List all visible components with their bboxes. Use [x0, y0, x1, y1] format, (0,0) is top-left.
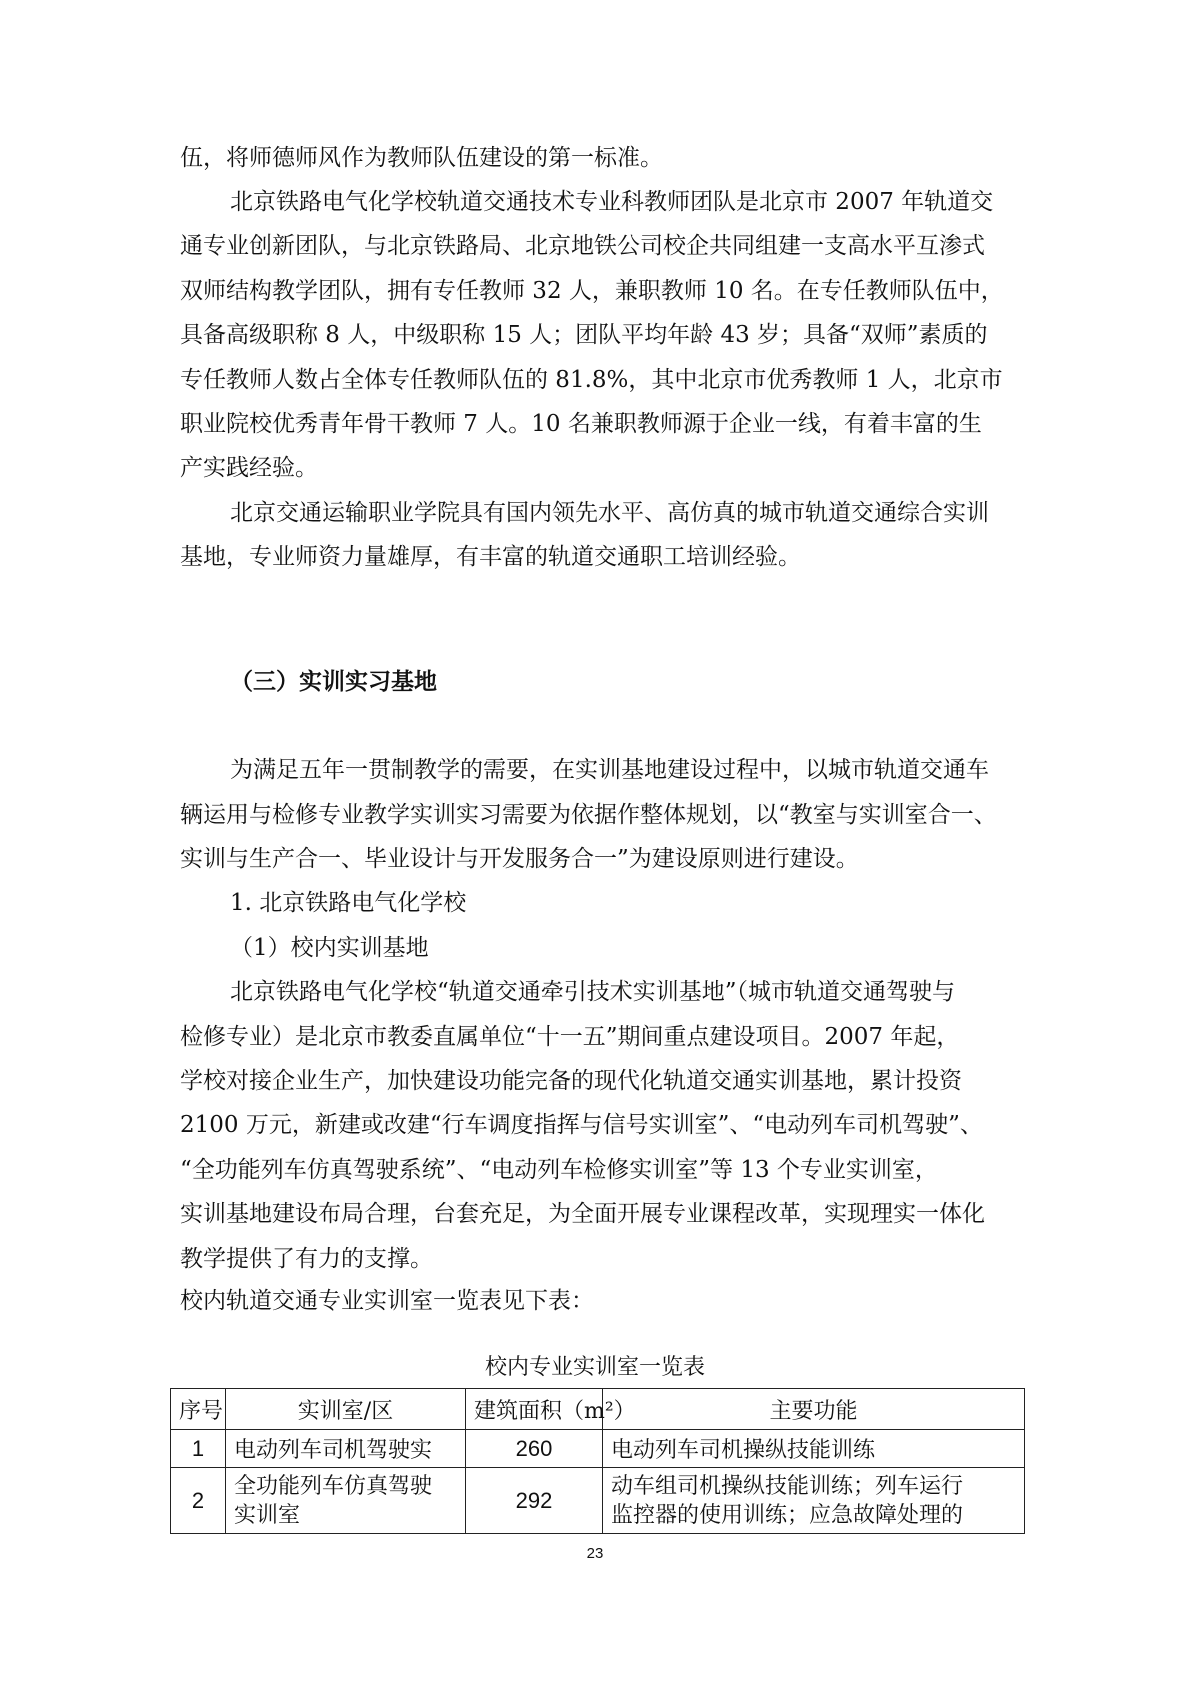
- list-item-subheading: （1）校内实训基地: [230, 935, 429, 961]
- paragraph-line: 实训基地建设布局合理，台套充足，为全面开展专业课程改革，实现理实一体化: [180, 1201, 985, 1227]
- cell-room-line: 实训室: [234, 1502, 301, 1528]
- paragraph-line: 具备高级职称 8 人，中级职称 15 人；团队平均年龄 43 岁；具备“双师”素质的: [180, 322, 988, 348]
- cell-area: 260: [466, 1430, 603, 1468]
- paragraph-line: 为满足五年一贯制教学的需要，在实训基地建设过程中，以城市轨道交通车: [230, 757, 989, 783]
- header-room: 实训室/区: [226, 1389, 466, 1430]
- paragraph-line: 北京铁路电气化学校轨道交通技术专业科教师团队是北京市 2007 年轨道交: [230, 189, 994, 215]
- paragraph-line: 实训与生产合一、毕业设计与开发服务合一”为建设原则进行建设。: [180, 846, 859, 872]
- table-header-row: [171, 1389, 1025, 1430]
- paragraph-line: 北京交通运输职业学院具有国内领先水平、高仿真的城市轨道交通综合实训: [230, 500, 989, 526]
- cell-index: 1: [171, 1430, 226, 1468]
- paragraph-line: 专任教师人数占全体专任教师队伍的 81.8%，其中北京市优秀教师 1 人，北京市: [180, 367, 1003, 393]
- cell-room: 电动列车司机驾驶实: [226, 1430, 466, 1468]
- paragraph-line: 伍，将师德师风作为教师队伍建设的第一标准。: [180, 145, 663, 171]
- paragraph-line: 检修专业）是北京市教委直属单位“十一五”期间重点建设项目。2007 年起，: [180, 1024, 960, 1050]
- cell-room-line: 全功能列车仿真驾驶: [234, 1473, 433, 1499]
- list-item-heading: 1. 北京铁路电气化学校: [230, 890, 467, 916]
- table-row: [171, 1430, 1025, 1468]
- cell-function: 电动列车司机操纵技能训练: [603, 1430, 1025, 1468]
- paragraph-line: 双师结构教学团队，拥有专任教师 32 人，兼职教师 10 名。在专任教师队伍中，: [180, 278, 1004, 304]
- cell-room: [226, 1468, 466, 1534]
- paragraph-line: 通专业创新团队，与北京铁路局、北京地铁公司校企共同组建一支高水平互渗式: [180, 233, 985, 259]
- header-index: 序号: [171, 1389, 226, 1430]
- header-area: 建筑面积（m²）: [466, 1389, 603, 1430]
- paragraph-line: 北京铁路电气化学校“轨道交通牵引技术实训基地”（城市轨道交通驾驶与: [230, 979, 956, 1005]
- table-caption: 校内专业实训室一览表: [484, 1355, 705, 1380]
- header-function: 主要功能: [603, 1389, 1025, 1430]
- paragraph-line: 校内轨道交通专业实训室一览表见下表：: [180, 1288, 594, 1314]
- section-heading: （三）实训实习基地: [230, 669, 437, 695]
- paragraph-line: 辆运用与检修专业教学实训实习需要为依据作整体规划，以“教室与实训室合一、: [180, 802, 997, 828]
- paragraph-line: 教学提供了有力的支撑。: [180, 1246, 433, 1272]
- cell-function-line: 监控器的使用训练；应急故障处理的: [611, 1502, 964, 1528]
- cell-area: 292: [466, 1468, 603, 1534]
- paragraph-line: 2100 万元，新建或改建“行车调度指挥与信号实训室”、“电动列车司机驾驶”、: [180, 1112, 983, 1138]
- paragraph-line: 职业院校优秀青年骨干教师 7 人。10 名兼职教师源于企业一线，有着丰富的生: [180, 411, 982, 437]
- cell-function: [603, 1468, 1025, 1534]
- paragraph-line: 基地，专业师资力量雄厚，有丰富的轨道交通职工培训经验。: [180, 544, 801, 570]
- cell-function-line: 动车组司机操纵技能训练；列车运行: [611, 1473, 964, 1499]
- cell-index: 2: [171, 1468, 226, 1534]
- paragraph-line: 学校对接企业生产，加快建设功能完备的现代化轨道交通实训基地，累计投资: [180, 1068, 962, 1094]
- page-number: 23: [586, 1545, 604, 1562]
- table-row: [171, 1468, 1025, 1534]
- paragraph-line: “全功能列车仿真驾驶系统”、“电动列车检修实训室”等 13 个专业实训室，: [180, 1157, 938, 1183]
- training-rooms-table: [170, 1388, 1025, 1534]
- paragraph-line: 产实践经验。: [180, 455, 318, 481]
